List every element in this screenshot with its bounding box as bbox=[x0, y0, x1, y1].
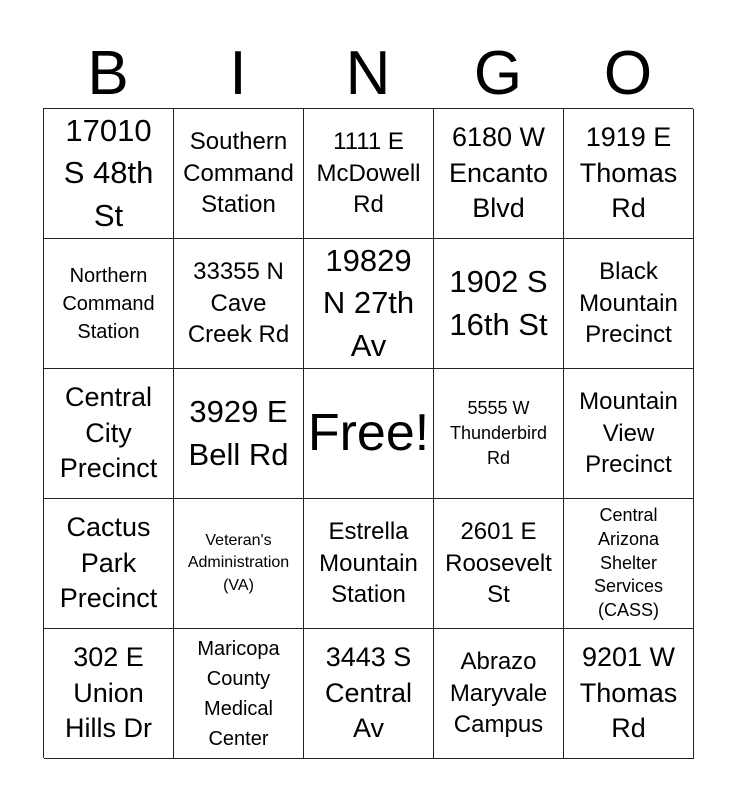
cell-text: Mountain View Precinct bbox=[579, 387, 678, 479]
header-letter-i: I bbox=[229, 39, 247, 108]
bingo-cell-r5-c4[interactable] bbox=[434, 629, 564, 759]
cell-text: Estrella Mountain Station bbox=[319, 517, 418, 609]
bingo-cell-r1-c2[interactable] bbox=[174, 109, 304, 239]
bingo-cell-r2-c4[interactable] bbox=[434, 239, 564, 369]
bingo-cell-r4-c1[interactable] bbox=[44, 499, 174, 629]
cell-text: 3929 E Bell Rd bbox=[188, 394, 289, 472]
cell-text: Central City Precinct bbox=[59, 382, 158, 484]
bingo-cell-r4-c5[interactable] bbox=[564, 499, 694, 629]
bingo-board bbox=[43, 108, 693, 758]
bingo-cell-r3-c2[interactable] bbox=[174, 369, 304, 499]
bingo-cell-r3-c1[interactable] bbox=[44, 369, 174, 499]
cell-text: 5555 W Thunderbird Rd bbox=[449, 397, 548, 469]
bingo-cell-r1-c4[interactable] bbox=[434, 109, 564, 239]
bingo-cell-r3-c4[interactable] bbox=[434, 369, 564, 499]
bingo-cell-r1-c5[interactable] bbox=[564, 109, 694, 239]
cell-text: 19829 N 27th Av bbox=[322, 243, 415, 363]
cell-text: 6180 W Encanto Blvd bbox=[448, 122, 549, 224]
cell-text: Northern Command Station bbox=[62, 264, 155, 343]
bingo-cell-r2-c2[interactable] bbox=[174, 239, 304, 369]
cell-text: Veteran's Administration (VA) bbox=[187, 531, 290, 594]
bingo-cell-r2-c5[interactable] bbox=[564, 239, 694, 369]
bingo-cell-r5-c2[interactable] bbox=[174, 629, 304, 759]
cell-text: 33355 N Cave Creek Rd bbox=[187, 257, 290, 349]
cell-text: Central Arizona Shelter Services (CASS) bbox=[593, 504, 664, 621]
header-letter-o: O bbox=[603, 39, 653, 108]
header-letter-n: N bbox=[345, 39, 391, 108]
cell-text: Black Mountain Precinct bbox=[579, 257, 678, 349]
cell-text: 1919 E Thomas Rd bbox=[579, 122, 678, 224]
bingo-cell-r2-c1[interactable] bbox=[44, 239, 174, 369]
cell-text: Maricopa County Medical Center bbox=[197, 637, 280, 750]
cell-text: Abrazo Maryvale Campus bbox=[449, 647, 548, 739]
cell-text: Southern Command Station bbox=[183, 127, 294, 219]
header-letter-g: G bbox=[473, 39, 523, 108]
bingo-cell-r4-c2[interactable] bbox=[174, 499, 304, 629]
cell-text: 17010 S 48th St bbox=[63, 113, 154, 233]
cell-text: 1902 S 16th St bbox=[449, 264, 548, 342]
bingo-header bbox=[43, 40, 693, 108]
bingo-cell-r5-c1[interactable] bbox=[44, 629, 174, 759]
cell-text: 2601 E Roosevelt St bbox=[445, 517, 552, 609]
cell-text: 9201 W Thomas Rd bbox=[579, 642, 678, 744]
cell-text: Cactus Park Precinct bbox=[59, 512, 158, 614]
bingo-cell-r3-c3[interactable] bbox=[304, 369, 434, 499]
cell-text: 3443 S Central Av bbox=[324, 642, 413, 744]
bingo-cell-r4-c3[interactable] bbox=[304, 499, 434, 629]
bingo-cell-r1-c1[interactable] bbox=[44, 109, 174, 239]
cell-text: 302 E Union Hills Dr bbox=[65, 642, 152, 744]
bingo-cell-r3-c5[interactable] bbox=[564, 369, 694, 499]
header-letter-b: B bbox=[87, 39, 129, 108]
bingo-cell-r1-c3[interactable] bbox=[304, 109, 434, 239]
bingo-cell-r4-c4[interactable] bbox=[434, 499, 564, 629]
free-space-text: Free! bbox=[307, 403, 430, 462]
bingo-cell-r5-c5[interactable] bbox=[564, 629, 694, 759]
bingo-cell-r5-c3[interactable] bbox=[304, 629, 434, 759]
bingo-cell-r2-c3[interactable] bbox=[304, 239, 434, 369]
cell-text: 1111 E McDowell Rd bbox=[316, 127, 421, 219]
